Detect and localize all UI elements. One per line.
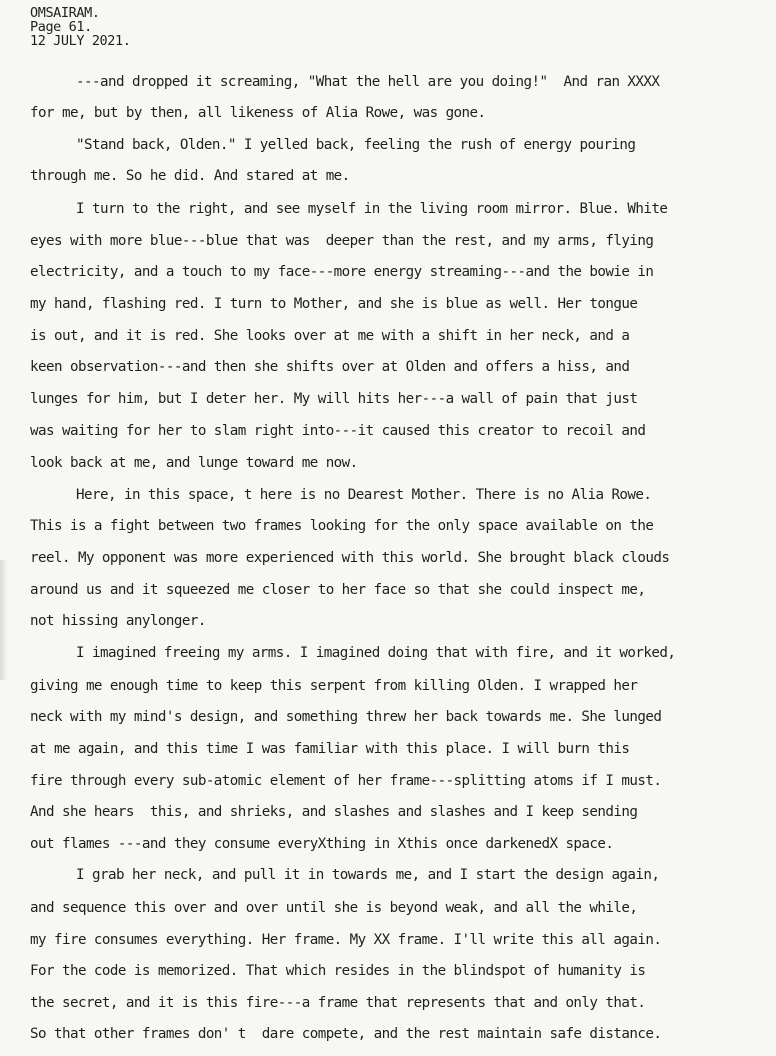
text-line: at me again, and this time I was familiar with this place. I will burn this	[30, 741, 630, 757]
text-line: keen observation---and then she shifts over at Olden and offers a hiss, and	[30, 359, 630, 375]
text-line: Here, in this space, t here is no Dearest Mother. There is no Alia Rowe.	[76, 487, 652, 503]
paper-edge-shadow	[0, 560, 8, 680]
text-line: not hissing anylonger.	[30, 613, 206, 629]
text-line: And she hears this, and shrieks, and slashes and slashes and I keep sending	[30, 804, 638, 820]
text-line: eyes with more blue---blue that was deeper than the rest, and my arms, flying	[30, 233, 654, 249]
text-line: through me. So he did. And stared at me.	[30, 168, 350, 184]
text-line: This is a fight between two frames looking for the only space available on the	[30, 518, 654, 534]
text-line: for me, but by then, all likeness of Alia Rowe, was gone.	[30, 105, 486, 121]
text-line: my hand, flashing red. I turn to Mother, and she is blue as well. Her tongue	[30, 296, 638, 312]
header-date: 12 JULY 2021.	[30, 33, 131, 49]
text-line: electricity, and a touch to my face---more energy streaming---and the bowie in	[30, 264, 654, 280]
text-line: I imagined freeing my arms. I imagined doing that with fire, and it worked,	[76, 645, 676, 661]
text-line: lunges for him, but I deter her. My will hits her---a wall of pain that just	[30, 391, 638, 407]
text-line: I turn to the right, and see myself in the living room mirror. Blue. White	[76, 201, 668, 217]
text-line: my fire consumes everything. Her frame. My XX frame. I'll write this all again.	[30, 932, 662, 948]
text-line: reel. My opponent was more experienced with this world. She brought black clouds	[30, 550, 670, 566]
text-line: I grab her neck, and pull it in towards me, and I start the design again,	[76, 867, 660, 883]
text-line: fire through every sub-atomic element of her frame---splitting atoms if I must.	[30, 773, 662, 789]
text-line: So that other frames don' t dare compete, and the rest maintain safe distance.	[30, 1026, 662, 1042]
text-line: is out, and it is red. She looks over at me with a shift in her neck, and a	[30, 328, 630, 344]
text-line: ---and dropped it screaming, "What the hell are you doing!" And ran XXXX	[76, 74, 660, 90]
text-line: and sequence this over and over until she is beyond weak, and all the while,	[30, 900, 638, 916]
header-name: OMSAIRAM.	[30, 5, 100, 21]
text-line: For the code is memorized. That which resides in the blindspot of humanity is	[30, 963, 646, 979]
text-line: "Stand back, Olden." I yelled back, feeling the rush of energy pouring	[76, 137, 636, 153]
text-line: was waiting for her to slam right into---it caused this creator to recoil and	[30, 423, 646, 439]
text-line: look back at me, and lunge toward me now.	[30, 455, 358, 471]
text-line: around us and it squeezed me closer to her face so that she could inspect me,	[30, 582, 646, 598]
text-line: neck with my mind's design, and something threw her back towards me. She lunged	[30, 709, 662, 725]
header-page-number: Page 61.	[30, 19, 92, 35]
text-line: the secret, and it is this fire---a frame that represents that and only that.	[30, 995, 646, 1011]
page-header	[30, 6, 130, 48]
text-line: out flames ---and they consume everyXthing in Xthis once darkenedX space.	[30, 836, 614, 852]
text-line: giving me enough time to keep this serpent from killing Olden. I wrapped her	[30, 678, 638, 694]
